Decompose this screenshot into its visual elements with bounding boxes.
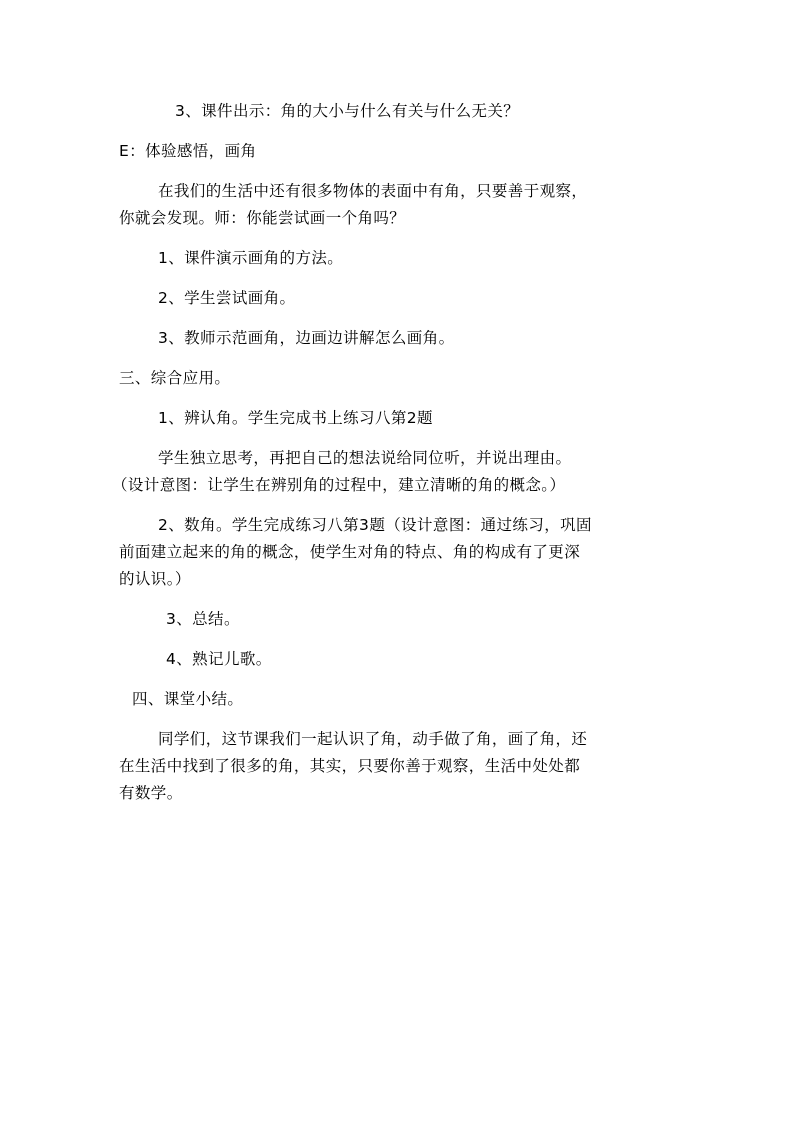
paragraph-line: 在生活中找到了很多的角，其实，只要你善于观察，生活中处处都 [119,757,581,775]
list-item: 1、辨认角。学生完成书上练习八第2题 [158,409,433,427]
list-item: 2、学生尝试画角。 [158,289,296,307]
paragraph-line: 前面建立起来的角的概念，使学生对角的特点、角的构成有了更深 [119,543,581,561]
paragraph-line: 你就会发现。师：你能尝试画一个角吗？ [119,209,406,227]
list-item: 4、熟记儿歌。 [166,650,272,668]
section-heading-experience: E：体验感悟，画角 [119,142,257,160]
list-item: 3、教师示范画角，边画边讲解怎么画角。 [158,329,455,347]
paragraph-line: （设计意图：让学生在辨别角的过程中，建立清晰的角的概念。） [112,476,566,494]
paragraph-line: 的认识。） [119,570,191,588]
list-item: 3、总结。 [166,610,240,628]
text-line-courseware-question: 3、课件出示：角的大小与什么有关与什么无关？ [175,102,520,120]
list-item: 1、课件演示画角的方法。 [158,249,344,267]
paragraph-line: 在我们的生活中还有很多物体的表面中有角，只要善于观察， [158,182,588,200]
section-heading-application: 三、综合应用。 [119,369,231,387]
paragraph-line: 同学们，这节课我们一起认识了角，动手做了角，画了角，还 [158,730,588,748]
paragraph-line: 2、数角。学生完成练习八第3题（设计意图：通过练习，巩固 [158,516,592,534]
paragraph-line: 学生独立思考，再把自己的想法说给同位听，并说出理由。 [158,449,572,467]
section-heading-summary: 四、课堂小结。 [132,690,244,708]
paragraph-line: 有数学。 [119,784,183,802]
